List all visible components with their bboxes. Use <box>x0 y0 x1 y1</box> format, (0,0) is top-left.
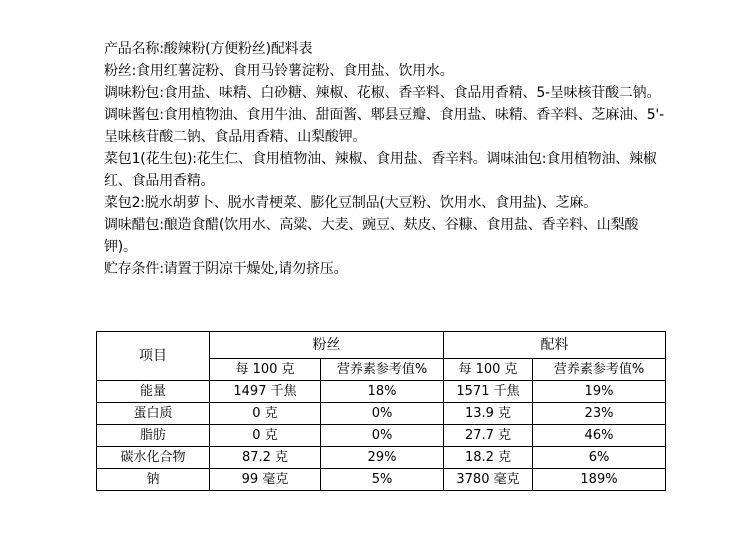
cell-value: 19% <box>533 381 666 403</box>
nutrient-name: 碳水化合物 <box>97 447 210 469</box>
table-row <box>97 447 666 469</box>
cell-value: 0 克 <box>210 425 321 447</box>
cell-value: 13.9 克 <box>444 403 533 425</box>
storage-conditions: 贮存条件:请置于阴凉干燥处,请勿挤压。 <box>104 261 348 277</box>
product-title: 产品名称:酸辣粉(方便粉丝)配料表 <box>104 41 313 57</box>
cell-value: 87.2 克 <box>210 447 321 469</box>
table-header-row <box>97 332 666 359</box>
ingredient-line-sauce-pack: 调味酱包:食用植物油、食用牛油、甜面酱、郫县豆瓣、食用盐、味精、香辛料、芝麻油、5'-呈味核苷酸二钠、食品用香精、山梨酸钾。 <box>104 107 664 145</box>
cell-value: 27.7 克 <box>444 425 533 447</box>
group-header-noodle: 粉丝 <box>210 332 444 359</box>
cell-value: 46% <box>533 425 666 447</box>
table-row <box>97 425 666 447</box>
cell-value: 1571 千焦 <box>444 381 533 403</box>
nutrient-name: 能量 <box>97 381 210 403</box>
cell-value: 5% <box>321 469 444 491</box>
nutrient-name: 钠 <box>97 469 210 491</box>
ingredient-line-veg-pack-2: 菜包2:脱水胡萝卜、脱水青梗菜、膨化豆制品(大豆粉、饮用水、食用盐)、芝麻。 <box>104 195 597 211</box>
table-row <box>97 403 666 425</box>
subheader-nrv: 营养素参考值% <box>533 359 666 381</box>
subheader-per100g: 每 100 克 <box>210 359 321 381</box>
cell-value: 0 克 <box>210 403 321 425</box>
cell-value: 99 毫克 <box>210 469 321 491</box>
cell-value: 18% <box>321 381 444 403</box>
ingredient-line-veg-pack-1: 菜包1(花生包):花生仁、食用植物油、辣椒、食用盐、香辛料。调味油包:食用植物油、辣椒红、食品用香精。 <box>104 151 657 189</box>
cell-value: 29% <box>321 447 444 469</box>
cell-value: 0% <box>321 425 444 447</box>
cell-value: 3780 毫克 <box>444 469 533 491</box>
nutrition-table <box>96 331 666 491</box>
cell-value: 1497 千焦 <box>210 381 321 403</box>
nutrient-name: 蛋白质 <box>97 403 210 425</box>
ingredient-list <box>104 38 664 280</box>
subheader-nrv: 营养素参考值% <box>321 359 444 381</box>
cell-value: 23% <box>533 403 666 425</box>
ingredient-line-vinegar-pack: 调味醋包:酿造食醋(饮用水、高粱、大麦、豌豆、麸皮、谷糠、食用盐、香辛料、山梨酸钾)。 <box>104 217 639 255</box>
nutrient-name: 脂肪 <box>97 425 210 447</box>
table-row <box>97 381 666 403</box>
cell-value: 6% <box>533 447 666 469</box>
ingredient-line-powder-pack: 调味粉包:食用盐、味精、白砂糖、辣椒、花椒、香辛料、食品用香精、5-呈味核苷酸二钠。 <box>104 85 661 101</box>
subheader-per100g: 每 100 克 <box>444 359 533 381</box>
ingredient-line-noodle: 粉丝:食用红薯淀粉、食用马铃薯淀粉、食用盐、饮用水。 <box>104 63 454 79</box>
group-header-ingredients: 配料 <box>444 332 666 359</box>
item-header: 项目 <box>97 332 210 381</box>
table-row <box>97 469 666 491</box>
cell-value: 18.2 克 <box>444 447 533 469</box>
cell-value: 0% <box>321 403 444 425</box>
cell-value: 189% <box>533 469 666 491</box>
